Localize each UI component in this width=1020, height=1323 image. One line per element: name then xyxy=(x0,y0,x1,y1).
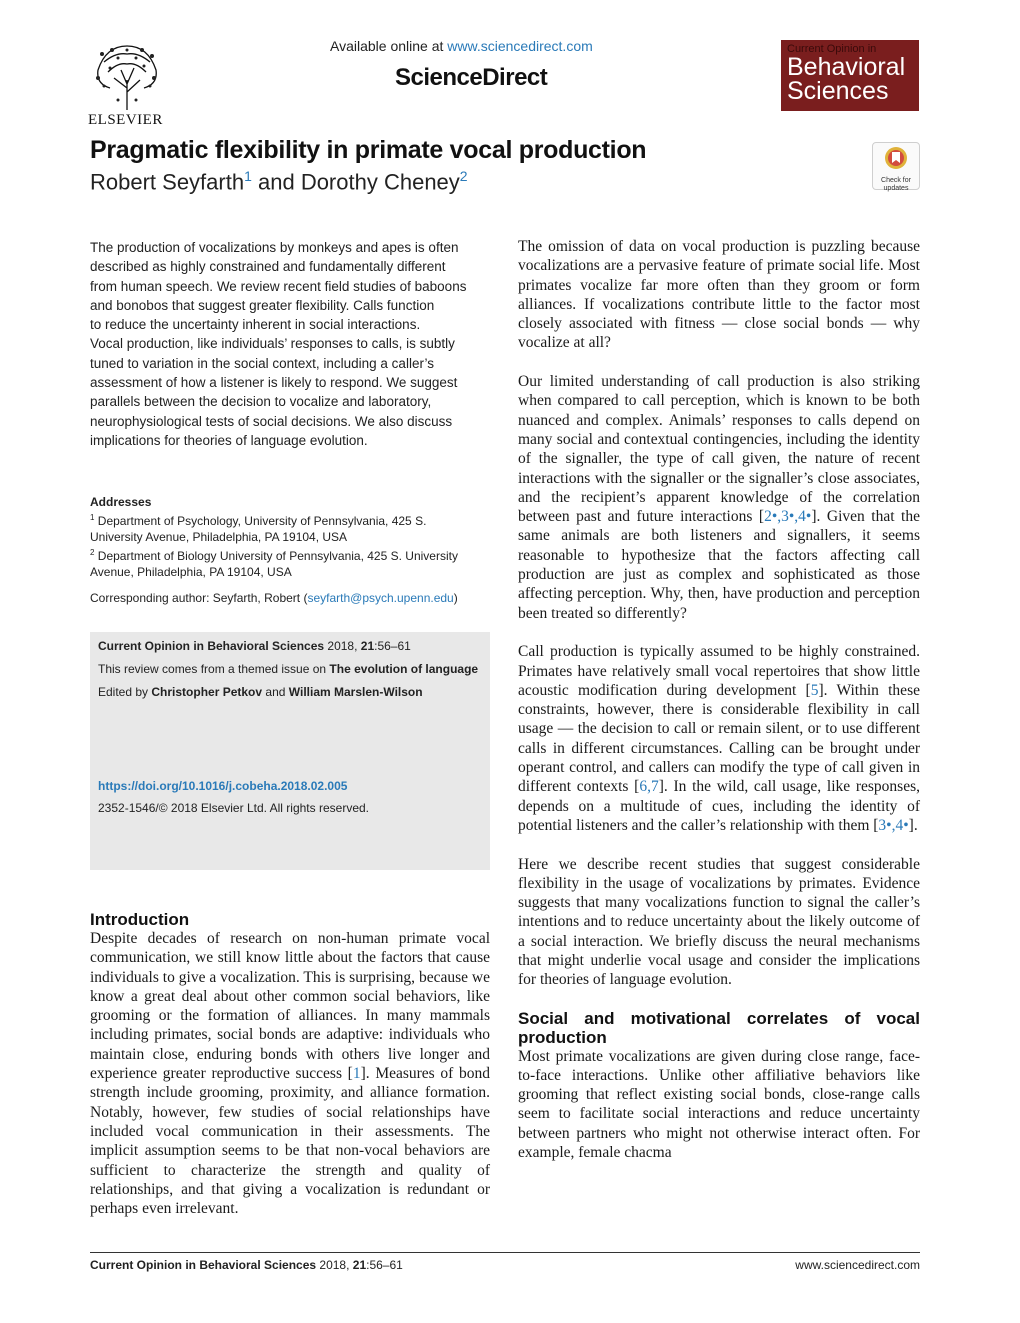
author-2-affiliation[interactable]: 2 xyxy=(459,168,468,184)
editors-and: and xyxy=(262,685,289,699)
p2-text-a: Our limited understanding of call production is also striking when compared to call perception, which is known to be both nuanced and complex. Animals’ responses to calls depend on many social and contextual contingencies, including the identity of the signaller, the type of call given, the nature of recent interactions with the signaller or the signaller’s close associates, and the recipient’s apparent knowledge of the correlation between past and future interactions [ xyxy=(518,373,920,526)
editors-line xyxy=(98,684,482,700)
intro-text-b: ]. Measures of bond strength include grooming, proximity, and alliance formation. Notably, however, few studies of social relationships have included vocal communication in their assessments. The implicit assumption seems to be that non-vocal behaviors are sufficient to characterize the strength and quality of relationships, and that giving a vocalization is redundant or perhaps even irrelevant. xyxy=(90,1065,490,1218)
paragraph: The omission of data on vocal production is puzzling because vocalizations are a pervasive feature of primate social life. Most primates vocalize far more often than they groom or form alliances. If vocalizations contribute little to the factor most closely associated with fitness — close social bonds — why vocalize at all? xyxy=(518,238,920,352)
abstract-line: implications for theories of language evolution. xyxy=(90,432,368,448)
doi-link[interactable]: https://doi.org/10.1016/j.cobeha.2018.02.005 xyxy=(98,779,348,793)
citation-ref[interactable]: 2•,3•,4• xyxy=(764,508,812,526)
footer-divider xyxy=(90,1252,920,1253)
info-volume: 21 xyxy=(360,639,375,653)
introduction-section xyxy=(90,910,490,1218)
available-prefix: Available online at xyxy=(330,38,448,54)
footer-url[interactable]: www.sciencedirect.com xyxy=(795,1258,920,1272)
footer-year: 2018, xyxy=(316,1258,353,1272)
intro-text-a: Despite decades of research on non-human primate vocal communication, we still know little about the factors that cause individuals to give a vocalization. This is surprising, because we know a great deal about other common social behaviors, like grooming or the formation of alliances. In many mammals including primates, social bonds are adaptive: individuals who maintain close, enduring bonds with others live longer and experience greater reproductive success [ xyxy=(90,930,490,1083)
paragraph: Here we describe recent studies that suggest considerable flexibility in the usage of vocalizations by primates. Evidence suggests that many vocalizations function to signal the caller’s intentions and to reduce uncertainty about the likely outcome of a social interaction. We briefly discuss the neural mechanisms that might underlie vocal usage and consider the implications for theories of language evolution. xyxy=(518,855,920,989)
elsevier-tree-icon xyxy=(88,40,166,112)
elsevier-logo xyxy=(88,40,168,128)
publisher-name: ELSEVIER xyxy=(88,112,163,128)
addresses-heading: Addresses xyxy=(90,495,152,509)
journal-cover-badge xyxy=(781,40,919,111)
introduction-paragraph xyxy=(90,929,490,1218)
citation-ref[interactable]: 3•,4• xyxy=(878,816,909,834)
article-title: Pragmatic flexibility in primate vocal production xyxy=(90,136,647,164)
journal-badge-line1: Behavioral xyxy=(787,53,906,81)
paragraph: Most primate vocalizations are given during close range, face-to-face interactions. Unlike other affiliative behaviors like grooming that reflect existing social bonds, close-range calls seem to facilitate social interactions and reduce uncertainty between partners who might not otherwise interact often. For example, female chacma xyxy=(518,1047,920,1162)
abstract xyxy=(90,238,490,450)
corresponding-author xyxy=(90,590,490,606)
p3-text-d: ]. xyxy=(908,816,918,834)
crossmark-label xyxy=(873,177,919,193)
address-2-line2: Avenue, Philadelphia, PA 19104, USA xyxy=(90,565,292,579)
editor-2: William Marslen-Wilson xyxy=(288,685,423,699)
corresponding-suffix: ) xyxy=(453,591,458,605)
footer-journal: Current Opinion in Behavioral Sciences xyxy=(90,1258,317,1272)
crossmark-icon xyxy=(883,146,909,170)
article-info-box xyxy=(90,632,490,870)
citation-ref[interactable]: 6,7 xyxy=(639,778,659,796)
abstract-line: The production of vocalizations by monkeys and apes is often xyxy=(90,240,459,255)
edited-prefix: Edited by xyxy=(98,685,152,699)
journal-badge-line2: Sciences xyxy=(787,77,889,105)
theme-title: The evolution of language xyxy=(329,662,479,676)
address-2-sup: 2 xyxy=(90,548,95,557)
check-for-updates-button[interactable] xyxy=(872,142,920,190)
sciencedirect-link[interactable]: www.sciencedirect.com xyxy=(447,38,593,54)
address-1-line2: University Avenue, Philadelphia, PA 19104, USA xyxy=(90,530,348,544)
address-1 xyxy=(90,510,490,529)
footer-citation xyxy=(90,1258,403,1272)
paragraph xyxy=(518,642,920,835)
info-pages: :56–61 xyxy=(374,639,411,653)
citation-ref[interactable]: 1 xyxy=(352,1065,361,1083)
corresponding-prefix: Corresponding author: Seyfarth, Robert ( xyxy=(90,591,308,605)
abstract-line: and bonobos that suggest greater flexibility. Calls function xyxy=(90,297,435,313)
address-2-line1: Department of Biology University of Pennsylvania, 425 S. University xyxy=(97,549,458,563)
introduction-heading: Introduction xyxy=(90,910,190,929)
footer-volume: 21 xyxy=(352,1258,367,1272)
right-column xyxy=(518,237,920,1182)
abstract-line: parallels between the decision to vocalize and laboratory, xyxy=(90,394,432,410)
address-1-line1: Department of Psychology, University of Pennsylvania, 425 S. xyxy=(97,514,427,528)
platform-name: ScienceDirect xyxy=(395,64,548,91)
addresses-block xyxy=(90,494,490,580)
paragraph xyxy=(518,372,920,623)
abstract-line: neurophysiological tests of social decisions. We also discuss xyxy=(90,413,453,429)
info-year: 2018, xyxy=(324,639,361,653)
p3-text-c: ]. In the wild, call usage, like responses, depends on a multitude of cues, including the identity of potential listeners and the caller’s relationship with them [ xyxy=(518,778,920,834)
citation-line xyxy=(98,638,482,654)
info-journal: Current Opinion in Behavioral Sciences xyxy=(98,639,325,653)
journal-badge-small: Current Opinion in xyxy=(787,43,877,55)
footer-pages: :56–61 xyxy=(366,1258,403,1272)
section-heading: Social and motivational correlates of vocal production xyxy=(518,1008,920,1047)
abstract-line: tuned to variation in the social context, including a caller’s xyxy=(90,355,434,371)
citation-ref[interactable]: 5 xyxy=(810,681,819,699)
author-1-affiliation[interactable]: 1 xyxy=(244,168,252,184)
address-1-sup: 1 xyxy=(90,513,95,522)
author-joiner: and xyxy=(251,169,301,195)
abstract-line: assessment of how a listener is likely to respond. We suggest xyxy=(90,375,458,391)
p2-text-b: ]. Given that the same animals are both listeners and signallers, it seems reasonable to hypothesize that the factors affecting call production are just as complex and sophisticated as those affecting perception. Why, then, have production and perception been treated so differently? xyxy=(518,508,920,622)
copyright-line: 2352-1546/© 2018 Elsevier Ltd. All rights reserved. xyxy=(98,801,369,815)
editor-1: Christopher Petkov xyxy=(151,685,263,699)
theme-prefix: This review comes from a themed issue on xyxy=(98,662,330,676)
abstract-line: from human speech. We review recent field studies of baboons xyxy=(90,278,467,294)
author-email-link[interactable]: seyfarth@psych.upenn.edu xyxy=(307,591,454,605)
p3-text-b: ]. Within these constraints, however, there is considerable flexibility in call usage — the decision to call or remain silent, or to use different calls in different circumstances. Calling can be brought under operant control, and callers can modify the type of call given in different contexts [ xyxy=(518,681,920,796)
author-1: Robert Seyfarth xyxy=(90,169,245,195)
abstract-line: described as highly constrained and fundamentally different xyxy=(90,259,446,275)
p3-text-a: Call production is typically assumed to be highly constrained. Primates have relatively small vocal repertoires that show little acoustic modification during development [ xyxy=(518,643,920,699)
author-line xyxy=(90,168,468,195)
address-2 xyxy=(90,545,490,564)
abstract-line: Vocal production, like individuals’ responses to calls, is subtly xyxy=(90,336,455,352)
abstract-line: to reduce the uncertainty inherent in social interactions. xyxy=(90,317,421,333)
theme-line xyxy=(98,661,482,677)
available-online-text xyxy=(330,38,593,54)
author-2: Dorothy Cheney xyxy=(300,169,460,195)
crossmark-label-line1: Check for xyxy=(881,177,911,184)
crossmark-label-line2: updates xyxy=(883,185,909,192)
